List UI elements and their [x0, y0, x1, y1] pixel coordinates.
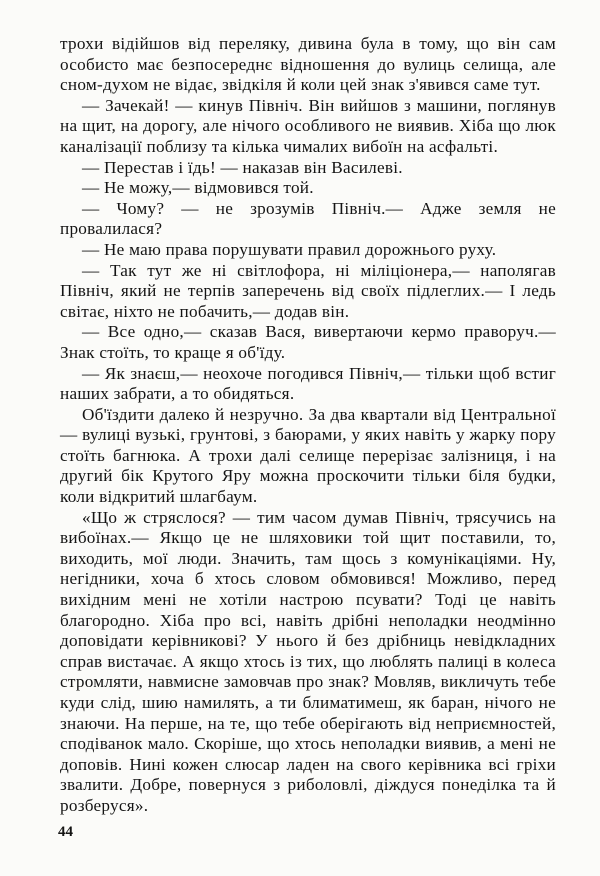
paragraph: — Все одно,— сказав Вася, вивертаючи кермо праворуч.— Знак стоїть, то краще я об'їду.	[60, 322, 556, 362]
paragraph: — Зачекай! — кинув Північ. Він вийшов з машини, поглянув на щит, на дорогу, але нічого особливого не виявив. Хіба що люк каналізації поблизу та кілька чималих вибоїн на асфальті.	[60, 95, 556, 156]
paragraph: Об'їздити далеко й незручно. За два квартали від Центральної — вулиці вузькі, грунтові, з баюрами, у яких навіть у жарку пору стоїть багнюка. А трохи далі селище перерізає залізниця, і на другий бік Крутого Яру можна проскочити тільки біля будки, коли відкритий шлагбаум.	[60, 404, 556, 507]
paragraph: «Що ж стряслося? — тим часом думав Північ, трясучись на вибоїнах.— Якщо це не шляховики той щит поставили, то, виходить, мої люди. Значить, там щось з комунікаціями. Ну, негідники, хоча б хтось словом обмовився! Можливо, перед вихідним мені не хотіли настрою псувати? Тоді це навіть благородно. Хіба про всі, навіть дрібні неполадки неодмінно доповідати керівникові? У нього й без дрібниць невідкладних справ вистачає. А якщо хтось із тих, що люблять палиці в колеса стромляти, навмисне замовчав про знак? Мовляв, викличуть тебе куди слід, шию намилять, а ти блиматимеш, як баран, нічого не знаючи. На перше, на те, що тебе оберігають від неприємностей, сподіванок мало. Скоріше, що хтось неполадки виявив, а мені не доповів. Нині кожен слюсар ладен на свого керівника всі гріхи звалити. Добре, повернуся з риболовлі, діждуся понеділка та й розберуся».	[60, 507, 556, 815]
body-text	[60, 34, 556, 817]
page-number: 44	[58, 824, 73, 840]
paragraph: — Перестав і їдь! — наказав він Василеві.	[82, 157, 403, 177]
paragraph: — Чому? — не зрозумів Північ.— Адже земля не провалилася?	[60, 198, 556, 239]
paragraph: трохи відійшов від переляку, дивина була в тому, що він сам особисто має безпосереднє відношення до вулиць селища, але сном-духом не відає, звідкіля й коли цей знак з'явився саме тут.	[60, 34, 556, 95]
paragraph: — Як знаєш,— неохоче погодився Північ,— тільки щоб встиг наших забрати, а то обидяться.	[60, 363, 556, 404]
paragraph: — Не можу,— відмовився той.	[82, 178, 314, 198]
paragraph: — Не маю права порушувати правил дорожнього руху.	[82, 239, 497, 259]
paragraph: — Так тут же ні світлофора, ні міліціонера,— наполягав Північ, який не терпів заперечень від своїх підлеглих.— І ледь світає, ніхто не побачить,— додав він.	[60, 260, 556, 321]
